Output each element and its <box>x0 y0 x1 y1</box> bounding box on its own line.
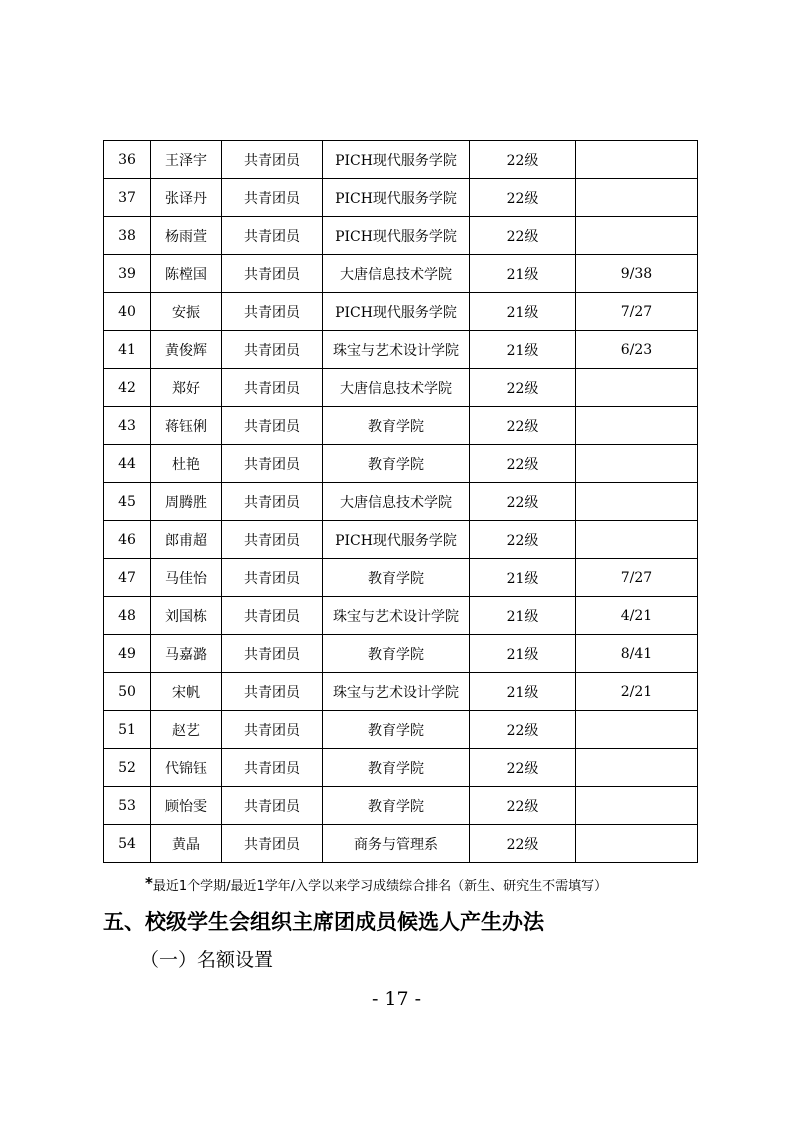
cell-ranking <box>576 825 698 863</box>
cell-grade: 21级 <box>470 331 576 369</box>
cell-grade: 22级 <box>470 483 576 521</box>
cell-grade: 22级 <box>470 825 576 863</box>
cell-college: 教育学院 <box>323 787 470 825</box>
cell-ranking <box>576 711 698 749</box>
cell-grade: 22级 <box>470 407 576 445</box>
footnote-marker: * <box>145 874 153 892</box>
cell-number: 50 <box>104 673 151 711</box>
cell-political-status: 共青团员 <box>222 331 323 369</box>
cell-political-status: 共青团员 <box>222 635 323 673</box>
cell-name: 黄俊辉 <box>151 331 222 369</box>
page-number: - 17 - <box>371 988 422 1010</box>
cell-college: 教育学院 <box>323 559 470 597</box>
cell-ranking: 6/23 <box>576 331 698 369</box>
table-row <box>104 255 698 293</box>
cell-college: PICH现代服务学院 <box>323 179 470 217</box>
cell-grade: 22级 <box>470 787 576 825</box>
cell-grade: 22级 <box>470 749 576 787</box>
cell-college: PICH现代服务学院 <box>323 521 470 559</box>
table-row <box>104 711 698 749</box>
cell-political-status: 共青团员 <box>222 711 323 749</box>
table-row <box>104 635 698 673</box>
table-row <box>104 369 698 407</box>
subsection-heading: （一）名额设置 <box>140 949 274 971</box>
cell-number: 40 <box>104 293 151 331</box>
cell-college: 教育学院 <box>323 445 470 483</box>
cell-grade: 21级 <box>470 559 576 597</box>
cell-grade: 22级 <box>470 445 576 483</box>
cell-number: 43 <box>104 407 151 445</box>
cell-number: 44 <box>104 445 151 483</box>
table-row <box>104 597 698 635</box>
table-row <box>104 217 698 255</box>
footnote <box>145 874 607 894</box>
table-row <box>104 141 698 179</box>
cell-number: 48 <box>104 597 151 635</box>
cell-name: 杜艳 <box>151 445 222 483</box>
cell-political-status: 共青团员 <box>222 293 323 331</box>
cell-college: PICH现代服务学院 <box>323 293 470 331</box>
cell-ranking <box>576 749 698 787</box>
table-row <box>104 825 698 863</box>
cell-ranking <box>576 445 698 483</box>
cell-college: 珠宝与艺术设计学院 <box>323 331 470 369</box>
cell-college: 商务与管理系 <box>323 825 470 863</box>
cell-name: 黄晶 <box>151 825 222 863</box>
cell-name: 杨雨萱 <box>151 217 222 255</box>
cell-grade: 21级 <box>470 293 576 331</box>
cell-ranking <box>576 407 698 445</box>
table-row <box>104 445 698 483</box>
cell-political-status: 共青团员 <box>222 445 323 483</box>
roster-body <box>104 141 698 863</box>
cell-grade: 22级 <box>470 141 576 179</box>
cell-grade: 22级 <box>470 217 576 255</box>
cell-political-status: 共青团员 <box>222 179 323 217</box>
cell-college: 教育学院 <box>323 711 470 749</box>
student-roster-table <box>103 140 698 863</box>
cell-name: 周腾胜 <box>151 483 222 521</box>
cell-number: 54 <box>104 825 151 863</box>
cell-ranking: 8/41 <box>576 635 698 673</box>
cell-number: 49 <box>104 635 151 673</box>
cell-name: 郎甫超 <box>151 521 222 559</box>
cell-grade: 22级 <box>470 521 576 559</box>
cell-ranking: 7/27 <box>576 293 698 331</box>
cell-political-status: 共青团员 <box>222 825 323 863</box>
cell-name: 蒋钰俐 <box>151 407 222 445</box>
cell-name: 陈樘国 <box>151 255 222 293</box>
cell-college: PICH现代服务学院 <box>323 217 470 255</box>
cell-ranking <box>576 179 698 217</box>
cell-college: 教育学院 <box>323 749 470 787</box>
cell-college: PICH现代服务学院 <box>323 141 470 179</box>
cell-ranking <box>576 787 698 825</box>
cell-political-status: 共青团员 <box>222 597 323 635</box>
table-row <box>104 483 698 521</box>
cell-name: 安振 <box>151 293 222 331</box>
cell-college: 大唐信息技术学院 <box>323 255 470 293</box>
cell-grade: 22级 <box>470 711 576 749</box>
cell-ranking: 2/21 <box>576 673 698 711</box>
cell-political-status: 共青团员 <box>222 141 323 179</box>
footnote-text: 最近1个学期/最近1学年/入学以来学习成绩综合排名（新生、研究生不需填写） <box>152 879 608 894</box>
cell-number: 38 <box>104 217 151 255</box>
cell-political-status: 共青团员 <box>222 369 323 407</box>
table-row <box>104 293 698 331</box>
cell-political-status: 共青团员 <box>222 673 323 711</box>
cell-college: 珠宝与艺术设计学院 <box>323 597 470 635</box>
table-row <box>104 787 698 825</box>
cell-number: 39 <box>104 255 151 293</box>
table-row <box>104 179 698 217</box>
cell-number: 52 <box>104 749 151 787</box>
cell-grade: 21级 <box>470 635 576 673</box>
section-heading: 五、校级学生会组织主席团成员候选人产生办法 <box>103 910 544 934</box>
table-row <box>104 407 698 445</box>
cell-political-status: 共青团员 <box>222 407 323 445</box>
cell-number: 53 <box>104 787 151 825</box>
cell-number: 37 <box>104 179 151 217</box>
table-row <box>104 749 698 787</box>
cell-college: 大唐信息技术学院 <box>323 369 470 407</box>
cell-name: 代锦钰 <box>151 749 222 787</box>
cell-number: 42 <box>104 369 151 407</box>
cell-number: 47 <box>104 559 151 597</box>
cell-name: 刘国栋 <box>151 597 222 635</box>
cell-ranking: 7/27 <box>576 559 698 597</box>
cell-name: 郑好 <box>151 369 222 407</box>
cell-ranking: 4/21 <box>576 597 698 635</box>
cell-ranking <box>576 217 698 255</box>
cell-number: 46 <box>104 521 151 559</box>
cell-political-status: 共青团员 <box>222 255 323 293</box>
cell-political-status: 共青团员 <box>222 521 323 559</box>
cell-ranking <box>576 483 698 521</box>
cell-number: 41 <box>104 331 151 369</box>
cell-political-status: 共青团员 <box>222 559 323 597</box>
cell-college: 大唐信息技术学院 <box>323 483 470 521</box>
cell-number: 51 <box>104 711 151 749</box>
cell-number: 45 <box>104 483 151 521</box>
cell-political-status: 共青团员 <box>222 749 323 787</box>
cell-number: 36 <box>104 141 151 179</box>
cell-name: 赵艺 <box>151 711 222 749</box>
table-row <box>104 331 698 369</box>
cell-name: 马佳怡 <box>151 559 222 597</box>
cell-name: 张译丹 <box>151 179 222 217</box>
cell-grade: 21级 <box>470 255 576 293</box>
cell-college: 教育学院 <box>323 407 470 445</box>
cell-ranking <box>576 369 698 407</box>
cell-political-status: 共青团员 <box>222 217 323 255</box>
cell-ranking <box>576 521 698 559</box>
table-row <box>104 521 698 559</box>
cell-grade: 21级 <box>470 673 576 711</box>
cell-name: 宋帆 <box>151 673 222 711</box>
cell-name: 马嘉潞 <box>151 635 222 673</box>
cell-political-status: 共青团员 <box>222 787 323 825</box>
cell-ranking <box>576 141 698 179</box>
cell-grade: 21级 <box>470 597 576 635</box>
table-row <box>104 673 698 711</box>
cell-political-status: 共青团员 <box>222 483 323 521</box>
cell-college: 教育学院 <box>323 635 470 673</box>
cell-grade: 22级 <box>470 369 576 407</box>
table-row <box>104 559 698 597</box>
cell-ranking: 9/38 <box>576 255 698 293</box>
cell-grade: 22级 <box>470 179 576 217</box>
cell-name: 王泽宇 <box>151 141 222 179</box>
cell-college: 珠宝与艺术设计学院 <box>323 673 470 711</box>
cell-name: 顾怡雯 <box>151 787 222 825</box>
